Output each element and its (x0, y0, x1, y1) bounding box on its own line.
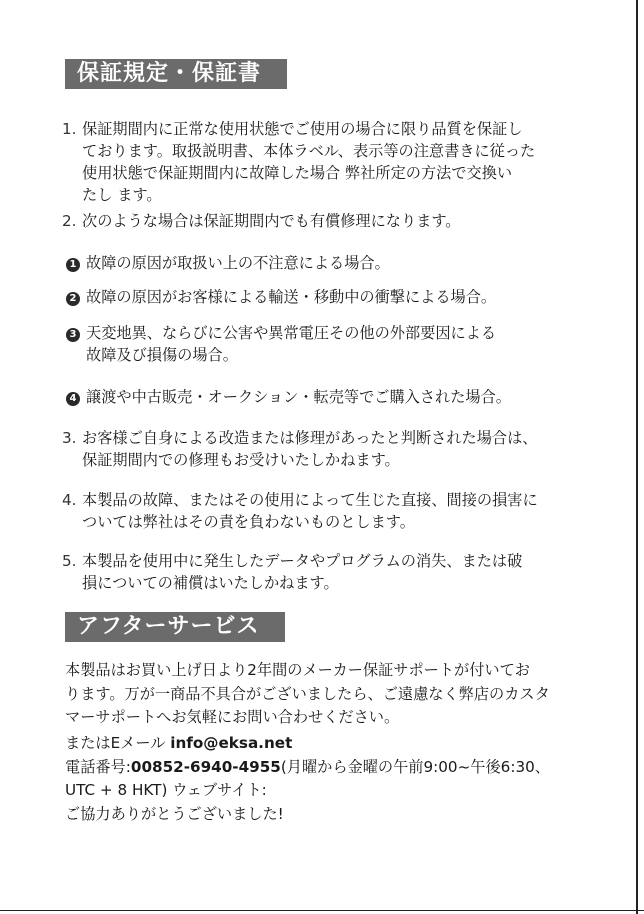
body-line: ります。万が一商品不具合がございましたら、ご遠慮なく弊店のカスタ (65, 684, 550, 703)
number-badge-icon: 1 (66, 258, 80, 272)
case-text: 天変地異、ならびに公害や異常電圧その他の外部要因による (86, 324, 497, 342)
case-text: 故障の原因がお客様による輸送・移動中の衝撃による場合。 (86, 288, 497, 306)
item-text: 次のような場合は保証期間内でも有償修理になります。 (82, 212, 461, 230)
item-text: 保証期間内に正常な使用状態でご使用の場合に限り品質を保証し (82, 120, 523, 138)
item-text: 本製品の故障、またはその使用によって生じた直接、間接の損害に (82, 491, 538, 509)
item-number: 4. (62, 491, 77, 509)
item-text: 損についての補償はいたしかねます。 (82, 574, 339, 592)
paid-repair-case-3 (66, 322, 606, 366)
item-text: 本製品を使用中に発生したデータやプログラムの消失、または破 (82, 552, 523, 570)
item-number: 3. (62, 429, 77, 447)
after-service-body (65, 659, 600, 730)
paid-repair-case-4 (66, 386, 606, 408)
item-text: ております。取扱説明書、本体ラベル、表示等の注意書きに従った (82, 142, 536, 160)
warranty-item-3 (62, 427, 607, 471)
email-address[interactable]: info@eksa.net (170, 734, 293, 752)
case-text: 故障及び損傷の場合。 (86, 346, 238, 364)
item-text: お客様ご自身による改造または修理があったと判断された場合は、 (82, 429, 538, 447)
contact-info (65, 732, 600, 826)
timezone-website-line: UTC + 8 HKT) ウェブサイト: (65, 781, 267, 799)
body-line: マーサポートへお気軽にお問い合わせください。 (65, 708, 400, 726)
item-number: 1. (62, 120, 77, 138)
warranty-item-4 (62, 489, 607, 533)
email-label: またはEメール (65, 734, 171, 752)
page-right-border (636, 0, 638, 914)
warranty-item-5 (62, 550, 607, 594)
item-text: 保証期間内での修理もお受けいたしかねます。 (82, 451, 400, 469)
number-badge-icon: 4 (66, 392, 80, 406)
page-bottom-border (0, 910, 644, 911)
warranty-heading: 保証規定・保証書 (65, 59, 287, 89)
paid-repair-case-2 (66, 286, 606, 308)
paid-repair-case-1 (66, 252, 606, 274)
warranty-item-2 (62, 210, 607, 232)
number-badge-icon: 2 (66, 292, 80, 306)
item-number: 2. (62, 212, 77, 230)
email-line (65, 732, 600, 756)
phone-number[interactable]: 00852-6940-4955 (130, 757, 281, 776)
number-badge-icon: 3 (66, 328, 80, 342)
warranty-item-1 (62, 118, 607, 206)
phone-label: 電話番号: (65, 757, 131, 776)
thanks-line: ご協力ありがとうございました! (65, 804, 284, 823)
case-text: 故障の原因が取扱い上の不注意による場合。 (86, 254, 390, 272)
business-hours: (月曜から金曜の午前9:00~午後6:30、 (280, 757, 550, 776)
item-number: 5. (62, 552, 77, 570)
item-text: たし ます。 (82, 186, 162, 204)
body-line: 本製品はお買い上げ日より2年間のメーカー保証サポートが付いてお (65, 661, 530, 679)
item-text: ついては弊社はその責を負わないものとします。 (82, 513, 415, 531)
item-text: 使用状態で保証期間内に故障した場合 弊社所定の方法で交換い (82, 164, 513, 182)
phone-line (65, 756, 600, 780)
after-service-heading: アフターサービス (65, 612, 285, 642)
case-text: 譲渡や中古販売・オークション・転売等でご購入された場合。 (86, 388, 511, 406)
